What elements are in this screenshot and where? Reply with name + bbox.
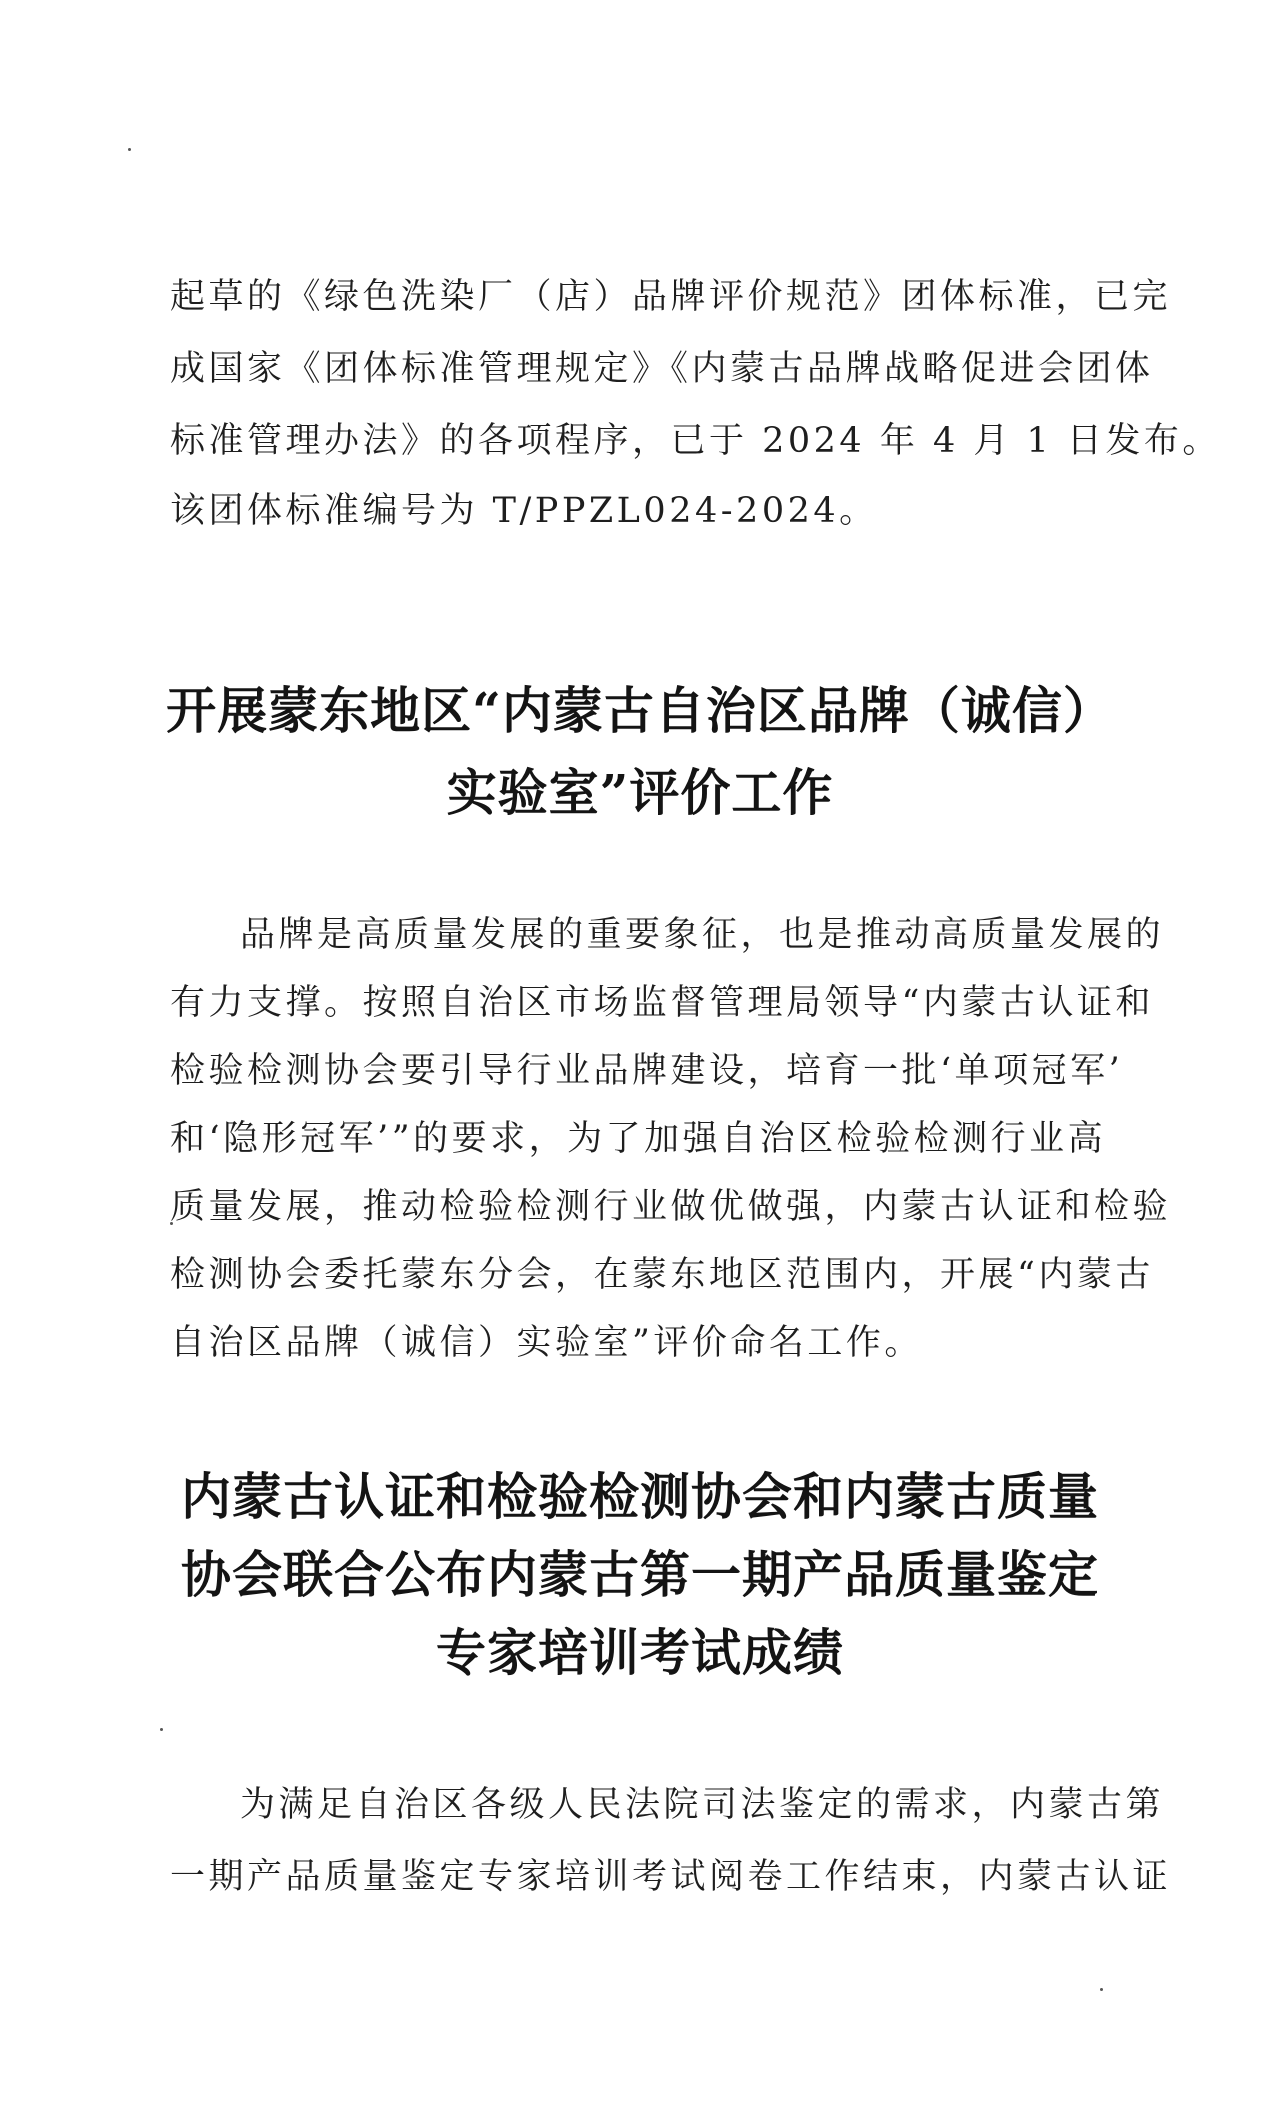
heading-line: 专家培训考试成绩 <box>436 1623 844 1682</box>
paragraph-line: 标准管理办法》的各项程序，已于 2024 年 4 月 1 日发布。 <box>170 421 1221 461</box>
paragraph-line: 起草的《绿色洗染厂（店）品牌评价规范》团体标准，已完 <box>170 277 1172 317</box>
paragraph-line: 检验检测协会要引导行业品牌建设，培育一批‘单项冠军’ <box>170 1051 1124 1091</box>
heading-line: 开展蒙东地区“内蒙古自治区品牌（诚信） <box>166 681 1114 740</box>
paragraph-line: 该团体标准编号为 T/PPZL024-2024。 <box>170 491 878 531</box>
paragraph-line: 为满足自治区各级人民法院司法鉴定的需求，内蒙古第 <box>240 1785 1165 1825</box>
paragraph-line: 检测协会委托蒙东分会，在蒙东地区范围内，开展“内蒙古 <box>170 1255 1154 1295</box>
paragraph-line: 质量发展，推动检验检测行业做优做强，内蒙古认证和检验 <box>170 1187 1172 1227</box>
heading-line: 实验室”评价工作 <box>446 763 834 822</box>
paragraph-line: 一期产品质量鉴定专家培训考试阅卷工作结束，内蒙古认证 <box>170 1857 1172 1897</box>
scan-speck <box>160 1728 163 1731</box>
paragraph-line: 和‘隐形冠军’”的要求，为了加强自治区检验检测行业高 <box>170 1119 1107 1159</box>
paragraph-line: 自治区品牌（诚信）实验室”评价命名工作。 <box>170 1323 923 1363</box>
scan-speck <box>128 148 131 151</box>
heading-line: 协会联合公布内蒙古第一期产品质量鉴定 <box>181 1545 1099 1604</box>
paragraph-line: 品牌是高质量发展的重要象征，也是推动高质量发展的 <box>240 915 1165 955</box>
heading-line: 内蒙古认证和检验检测协会和内蒙古质量 <box>181 1467 1099 1526</box>
paragraph-line: 有力支撑。按照自治区市场监督管理局领导“内蒙古认证和 <box>170 983 1154 1023</box>
scan-speck <box>1100 1988 1103 1991</box>
paragraph-line: 成国家《团体标准管理规定》《内蒙古品牌战略促进会团体 <box>170 349 1154 389</box>
